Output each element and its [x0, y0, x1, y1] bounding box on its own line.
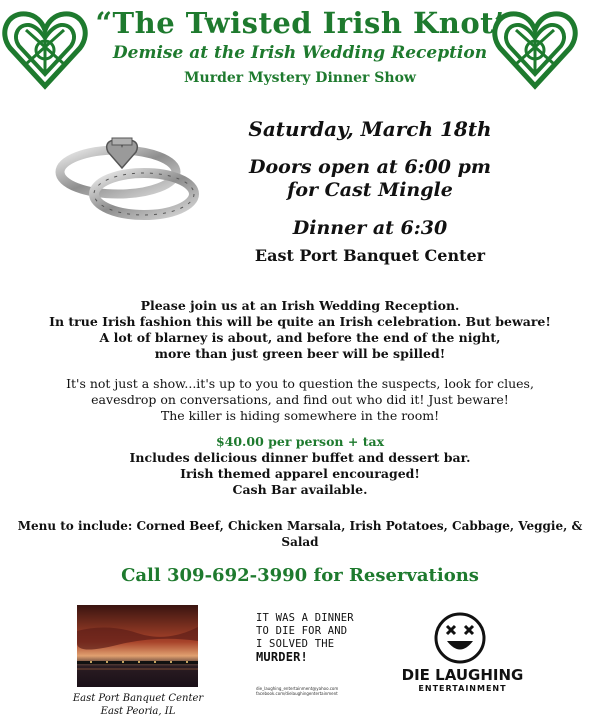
dinner-time: Dinner at 6:30 [292, 217, 448, 239]
intro-paragraph [0, 298, 600, 362]
tagline-logo [256, 612, 374, 665]
contact-facebook[interactable]: facebook.com/dielaughingentertainment [256, 691, 338, 696]
apparel-note: Irish themed apparel encouraged! [180, 466, 420, 481]
pricing-block [0, 434, 600, 498]
cash-bar-note: Cash Bar available. [232, 482, 368, 497]
brand-subtitle: ENTERTAINMENT [418, 684, 507, 693]
tagline-line-text: I SOLVED THE [256, 638, 335, 650]
venue-photo-caption [62, 692, 214, 718]
caption-venue: East Port Banquet Center [72, 693, 204, 704]
contact-info [256, 686, 366, 696]
pitch-paragraph [0, 376, 600, 424]
event-subtitle: Demise at the Irish Wedding Reception [112, 43, 488, 63]
claddagh-rings-image [40, 130, 210, 230]
pitch-line: eavesdrop on conversations, and find out who did it! Just beware! [91, 392, 509, 407]
show-type-label: Murder Mystery Dinner Show [184, 70, 416, 86]
doors-open-note: for Cast Mingle [287, 179, 453, 201]
intro-line: Please join us at an Irish Wedding Reception. [140, 298, 460, 313]
reservation-phone[interactable]: Call 309-692-3990 for Reservations [121, 565, 479, 586]
tagline-murder-word: MURDER! [256, 650, 308, 664]
includes-note: Includes delicious dinner buffet and dessert bar. [129, 450, 471, 465]
tagline-line: TO DIE FOR AND [256, 625, 348, 637]
pitch-line: It's not just a show...it's up to you to question the suspects, look for clues, [66, 376, 534, 391]
pitch-line: The killer is hiding somewhere in the room! [160, 408, 440, 423]
tagline-line: IT WAS A DINNER [256, 612, 354, 624]
caption-city: East Peoria, IL [100, 706, 176, 717]
event-title: “The Twisted Irish Knot’ [95, 6, 505, 40]
intro-line: In true Irish fashion this will be quite an Irish celebration. But beware! [49, 314, 551, 329]
tagline-line [256, 638, 374, 665]
contact-email[interactable]: die_laughing_entertainment@yahoo.com [256, 686, 339, 691]
venue-name: East Port Banquet Center [254, 246, 486, 265]
brand-name: DIE LAUGHING [401, 666, 524, 684]
intro-line: A lot of blarney is about, and before the end of the night, [99, 330, 501, 345]
venue-photo-image [77, 605, 198, 687]
die-laughing-smiley-icon [432, 610, 488, 666]
celtic-knot-heart-left-icon [2, 6, 88, 92]
doors-open-time: Doors open at 6:00 pm [249, 156, 491, 178]
intro-line: more than just green beer will be spilled! [154, 346, 446, 361]
event-date: Saturday, March 18th [248, 117, 492, 141]
ticket-price: $40.00 per person + tax [215, 434, 385, 449]
menu-line: Menu to include: Corned Beef, Chicken Marsala, Irish Potatoes, Cabbage, Veggie, & Salad [17, 519, 583, 549]
